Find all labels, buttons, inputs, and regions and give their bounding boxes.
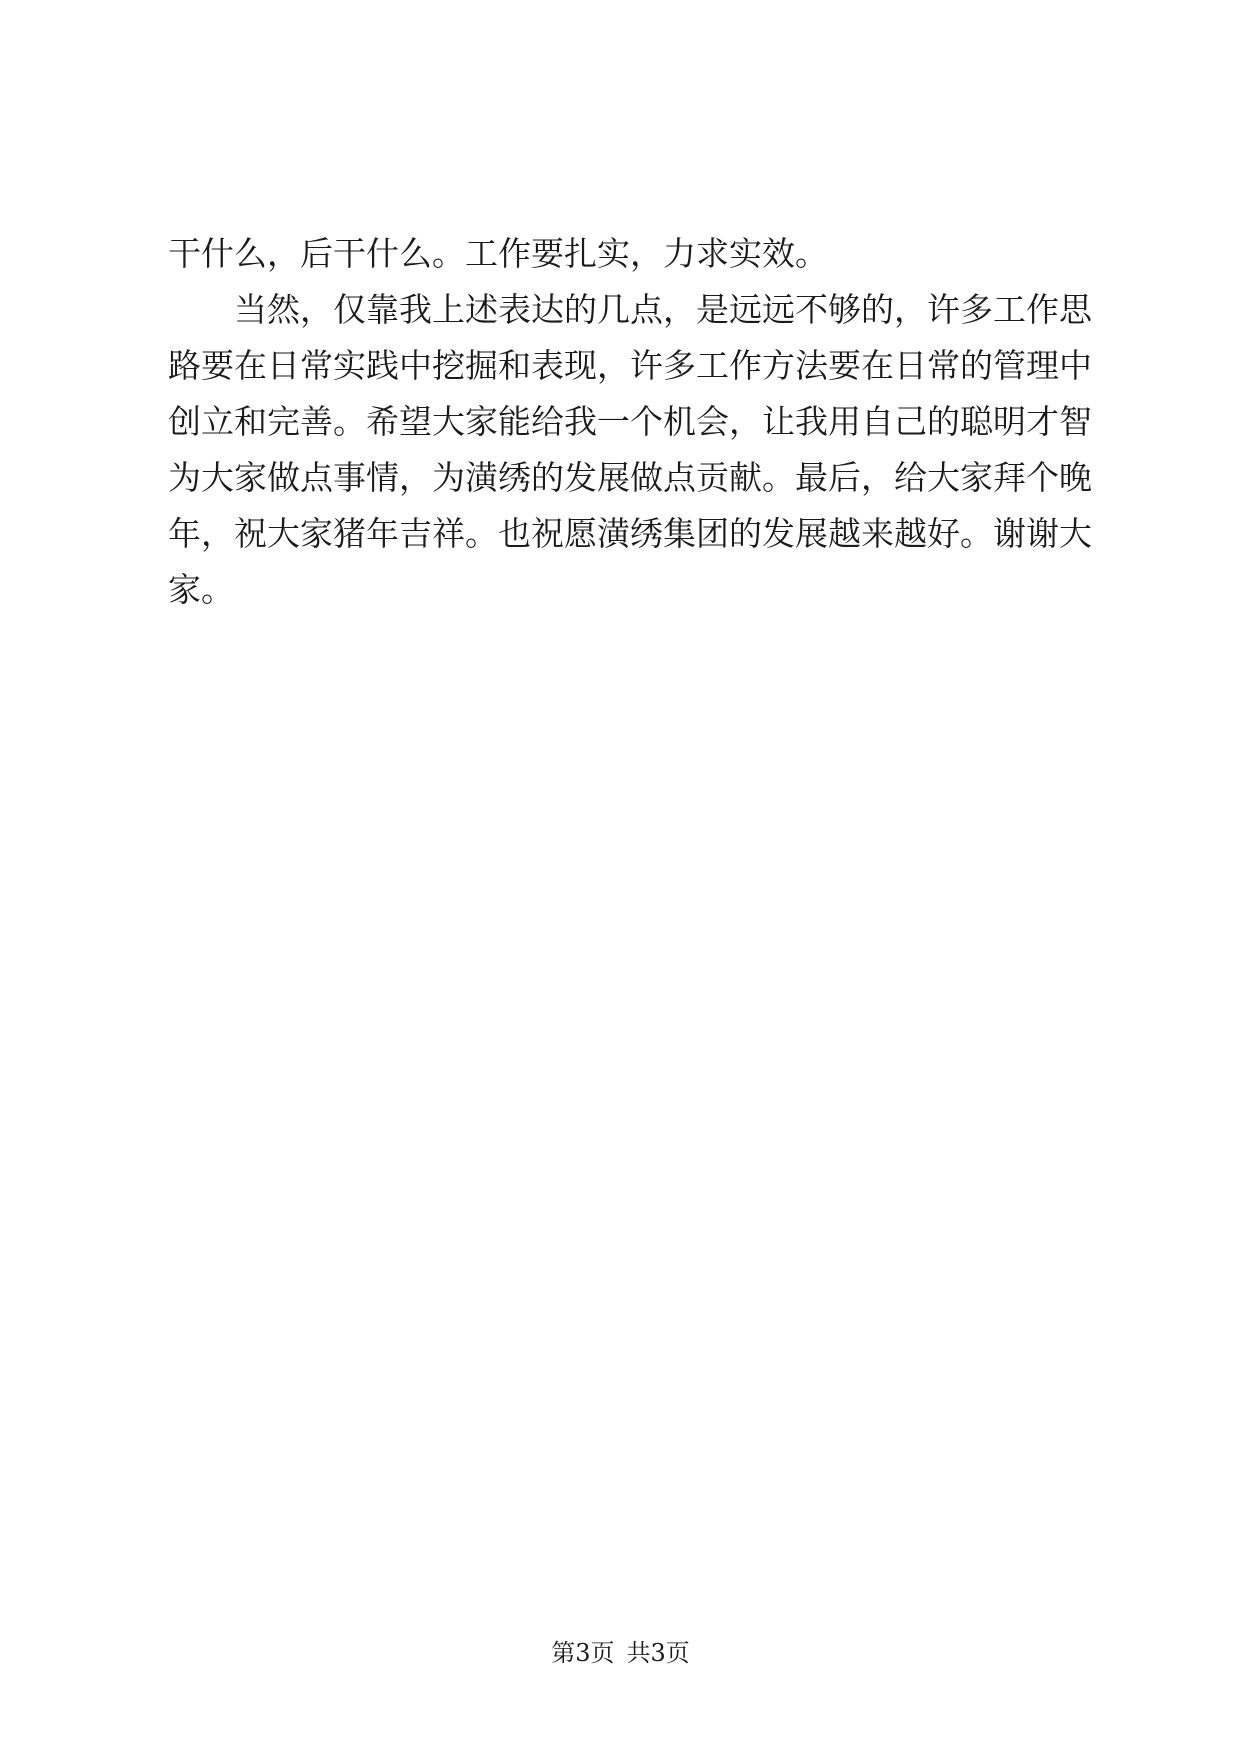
paragraph-line: 年，祝大家猪年吉祥。也祝愿潢绣集团的发展越来越好。谢谢大 — [168, 514, 1092, 553]
paragraph-line: 当然，仅靠我上述表达的几点，是远远不够的，许多工作思 — [234, 290, 1092, 329]
page-footer — [0, 1638, 1241, 1668]
body-text — [168, 230, 1092, 622]
paragraph-line: 创立和完善。希望大家能给我一个机会，让我用自己的聪明才智 — [168, 402, 1092, 441]
paragraph-line: 为大家做点事情，为潢绣的发展做点贡献。最后，给大家拜个晚 — [168, 458, 1092, 497]
page-number-current: 第3页 — [551, 1639, 615, 1667]
paragraph-line: 干什么，后干什么。工作要扎实，力求实效。 — [168, 234, 828, 273]
paragraph-line: 家。 — [168, 570, 234, 609]
page-number-total: 共3页 — [626, 1639, 690, 1667]
paragraph-line: 路要在日常实践中挖掘和表现，许多工作方法要在日常的管理中 — [168, 346, 1092, 385]
